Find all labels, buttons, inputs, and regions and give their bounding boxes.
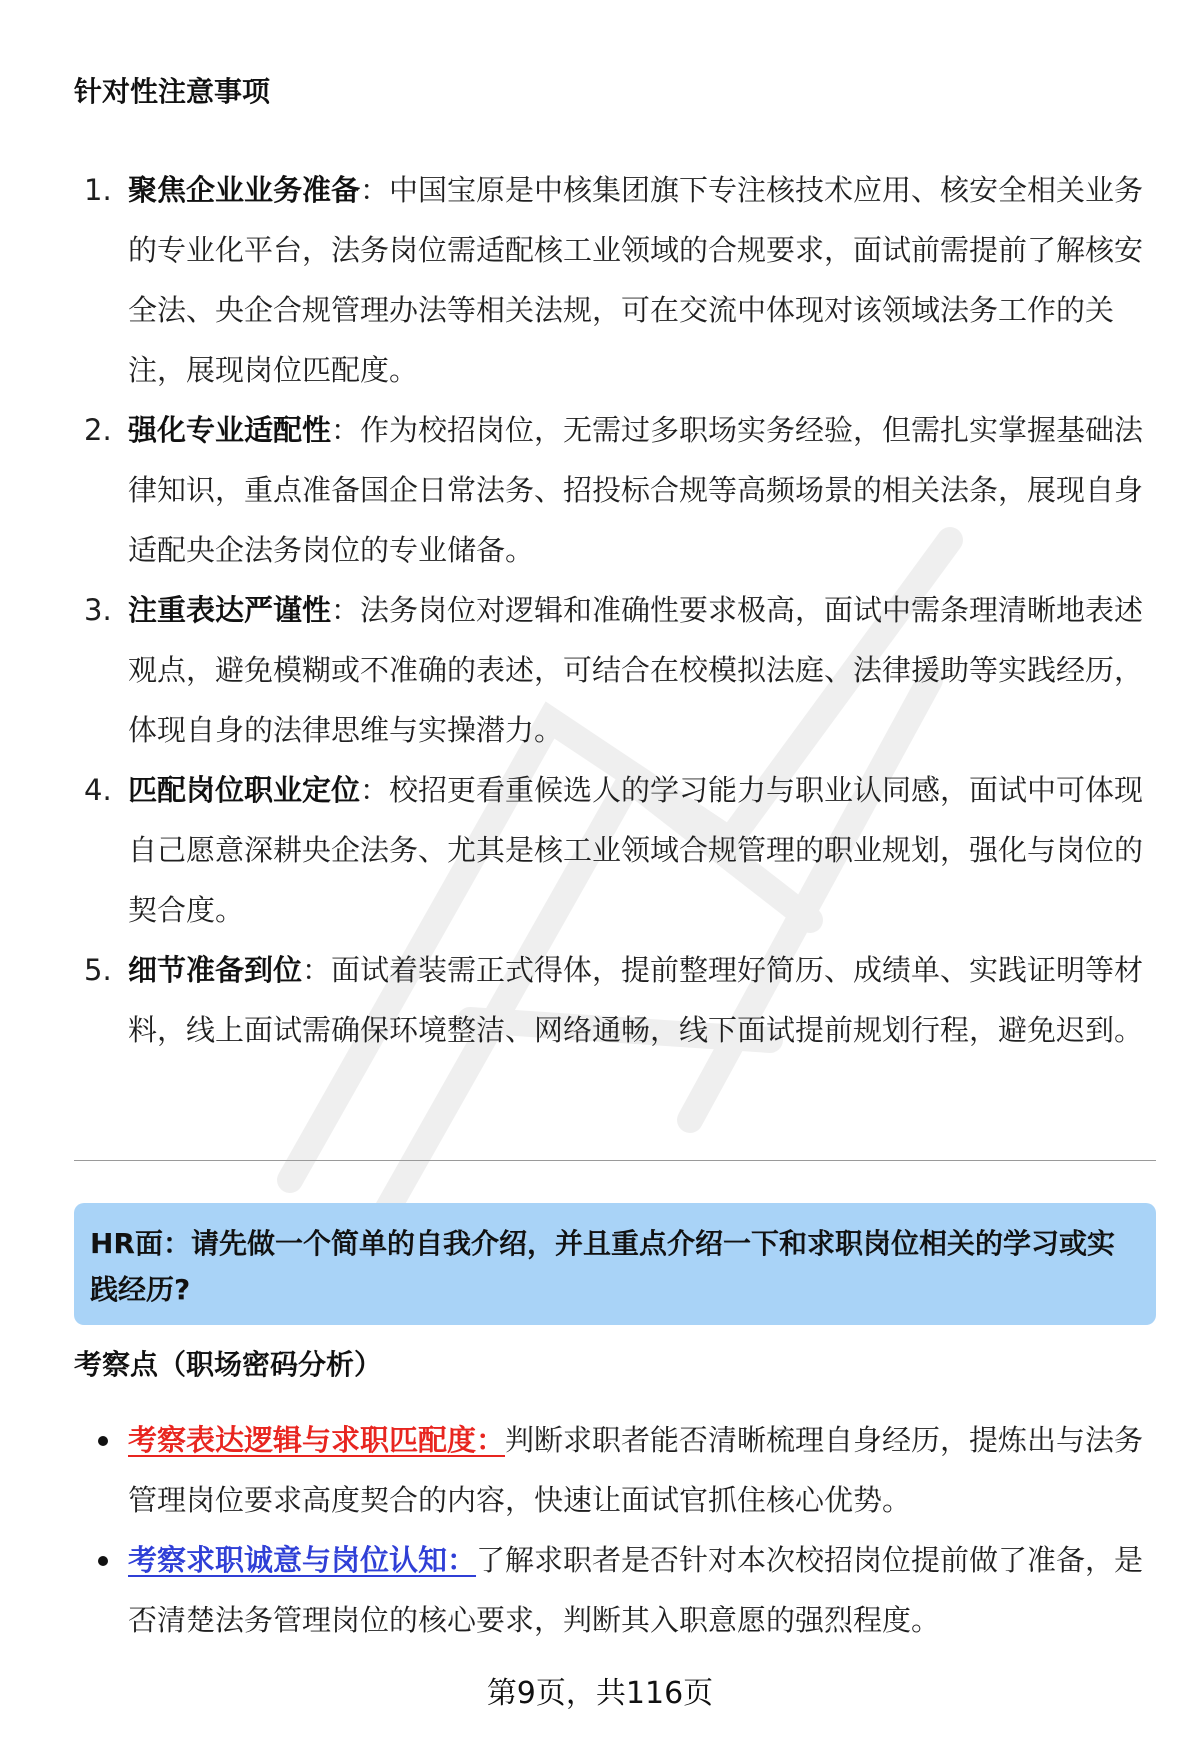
- list-item: [74, 400, 1150, 580]
- item-heading: 注重表达严谨性: [128, 593, 332, 627]
- item-number: 3.: [84, 593, 112, 627]
- assessment-heading: 考察求职诚意与岗位认知：: [128, 1543, 477, 1577]
- hr-question-box: [74, 1203, 1156, 1325]
- item-number: 2.: [84, 413, 112, 447]
- item-heading: 细节准备到位: [128, 953, 303, 987]
- bullet-dot-icon: [98, 1436, 108, 1446]
- item-separator: ：: [331, 593, 361, 627]
- item-number: 1.: [84, 173, 112, 207]
- item-heading: 匹配岗位职业定位: [128, 773, 361, 807]
- section-divider: [74, 1160, 1156, 1161]
- item-body: 校招更看重候选人的学习能力与职业认同感，面试中可体现自己愿意深耕央企法务、尤其是核工业领域合规管理的职业规划，强化与岗位的契合度。: [128, 773, 1144, 927]
- list-item: [74, 1530, 1150, 1650]
- list-item: [74, 940, 1150, 1060]
- item-body: 中国宝原是中核集团旗下专注核技术应用、核安全相关业务的专业化平台，法务岗位需适配核工业领域的合规要求，面试前需提前了解核安全法、央企合规管理办法等相关法规，可在交流中体现对该领域法务工作的关注，展现岗位匹配度。: [128, 173, 1144, 387]
- item-body: 作为校招岗位，无需过多职场实务经验，但需扎实掌握基础法律知识，重点准备国企日常法务、招投标合规等高频场景的相关法条，展现自身适配央企法务岗位的专业储备。: [128, 413, 1144, 567]
- item-body: 面试着装需正式得体，提前整理好简历、成绩单、实践证明等材料，线上面试需确保环境整洁、网络通畅，线下面试提前规划行程，避免迟到。: [128, 953, 1144, 1047]
- item-separator: ：: [331, 413, 361, 447]
- list-item: [74, 580, 1150, 760]
- item-separator: ：: [360, 773, 390, 807]
- item-separator: ：: [360, 173, 390, 207]
- list-item: [74, 760, 1150, 940]
- section-title: 针对性注意事项: [74, 75, 271, 108]
- list-item: [74, 1410, 1150, 1530]
- assessment-list: [74, 1410, 1150, 1650]
- item-heading: 强化专业适配性: [128, 413, 332, 447]
- assessment-title: 考察点（职场密码分析）: [74, 1348, 383, 1381]
- assessment-body: 判断求职者能否清晰梳理自身经历，提炼出与法务管理岗位要求高度契合的内容，快速让面试官抓住核心优势。: [128, 1423, 1144, 1517]
- item-number: 5.: [84, 953, 112, 987]
- bullet-dot-icon: [98, 1556, 108, 1566]
- item-body: 法务岗位对逻辑和准确性要求极高，面试中需条理清晰地表述观点，避免模糊或不准确的表述，可结合在校模拟法庭、法律援助等实践经历，体现自身的法律思维与实操潜力。: [128, 593, 1144, 747]
- hr-question-text: HR面：请先做一个简单的自我介绍，并且重点介绍一下和求职岗位相关的学习或实践经历?: [90, 1227, 1115, 1306]
- page-footer: 第9页，共116页: [486, 1676, 714, 1711]
- assessment-body: 了解求职者是否针对本次校招岗位提前做了准备，是否清楚法务管理岗位的核心要求，判断其入职意愿的强烈程度。: [128, 1543, 1144, 1637]
- item-separator: ：: [302, 953, 332, 987]
- numbered-list: [74, 160, 1150, 1060]
- assessment-heading: 考察表达逻辑与求职匹配度：: [128, 1423, 506, 1457]
- item-heading: 聚焦企业业务准备: [128, 173, 361, 207]
- item-number: 4.: [84, 773, 112, 807]
- list-item: [74, 160, 1150, 400]
